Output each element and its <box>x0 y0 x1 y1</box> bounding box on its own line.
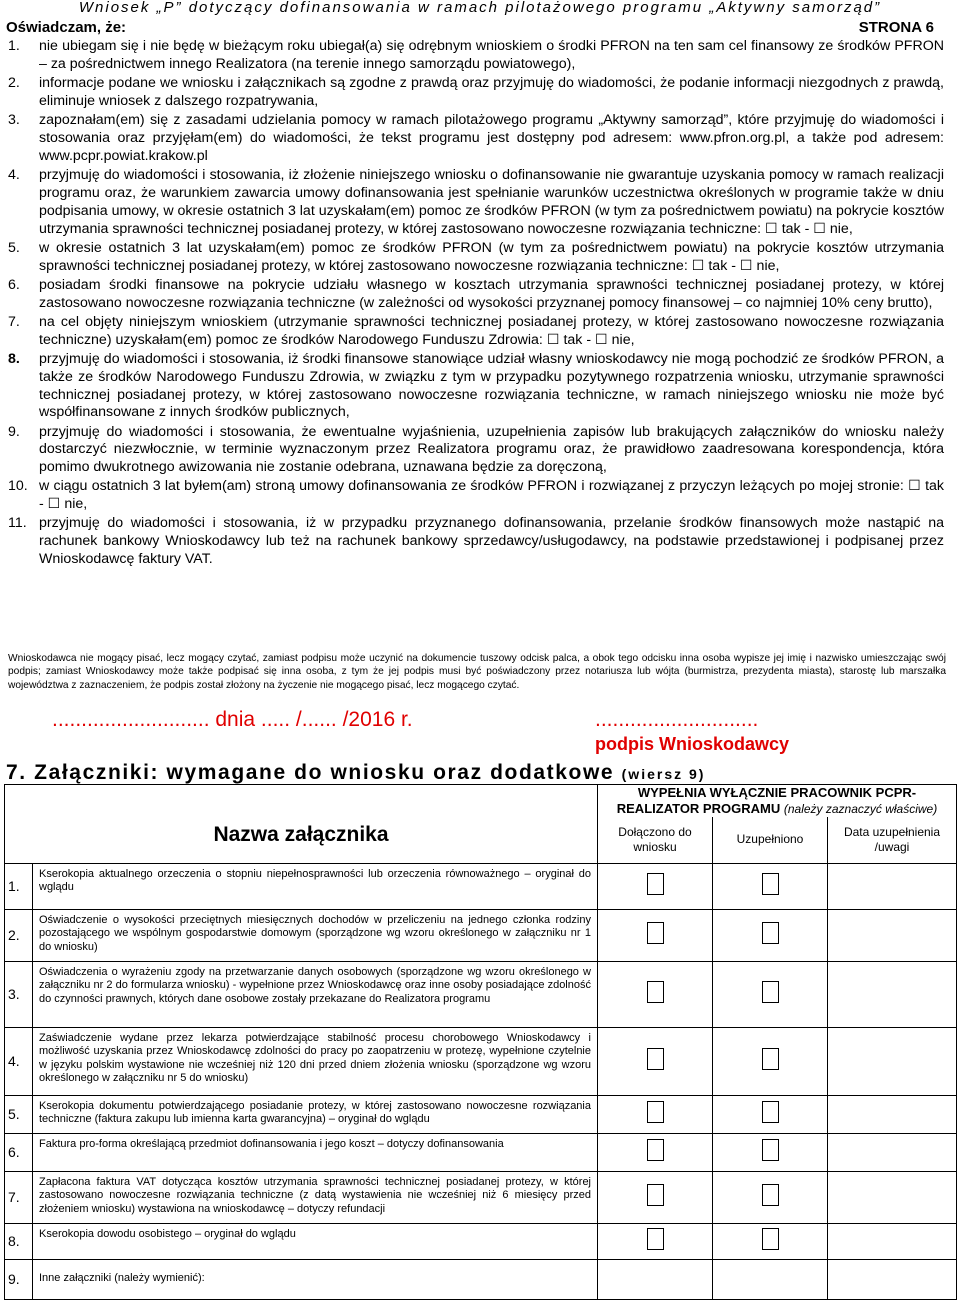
declaration-text: przyjmuję do wiadomości i stosowania, iż złożenie niniejszego wniosku o dofinansowanie nie gwarantuje uzyskania pomocy w ramach realizacji programu oraz, że warunkiem zawarcia umowy dofinansowania jest spełnianie warunków uczestnictwa określonych w programie także w dniu podpisania umowy, w okresie ostatnich 3 lat uzyskałam(em) pomoc ze środków PFRON (w tym za pośrednictwem powiatu) na pokrycie kosztów utrzymania sprawności technicznej posiadanej protezy, w której zastosowano nowoczesne rozwiązania techniczne: ☐ tak - ☐ nie, <box>39 166 944 237</box>
attached-checkbox[interactable] <box>598 1223 713 1259</box>
table-row <box>5 1095 957 1133</box>
declaration-text: przyjmuję do wiadomości i stosowania, iż w przypadku przyznanego dofinansowania, przelanie środków finansowych może nastąpić na rachunek bankowy Wnioskodawcy lub też na rachunek bankowy sprzedawcy/usługodawcy, na podstawie przedstawionej i podpisanej przez Wnioskodawcę faktury VAT. <box>39 515 944 568</box>
declaration-item <box>8 167 944 239</box>
row-number: 2. <box>5 909 33 961</box>
attachment-name-header: Nazwa załącznika <box>5 785 598 864</box>
date-notes-cell[interactable] <box>828 909 957 961</box>
table-row <box>5 1259 957 1299</box>
attachment-description: Oświadczenie o wysokości przeciętnych miesięcznych dochodów w przeliczeniu na jednego członka rodziny pozostającego we wspólnym gospodarstwie domowym (sporządzone wg wzoru określonego w załączniku nr 1 do wniosku) <box>33 909 598 961</box>
row-number: 5. <box>5 1095 33 1133</box>
declaration-number: 3. <box>8 112 20 128</box>
supplemented-checkbox[interactable] <box>713 1171 828 1223</box>
row-number: 1. <box>5 863 33 909</box>
table-row <box>5 1027 957 1095</box>
signature-note: Wnioskodawca nie mogący pisać, lecz mogący czytać, zamiast podpisu może uczynić na dokumencie tuszowy odcisk palca, a obok tego odcisku inna osoba wypisze jej imię i nazwisko umieszczając swój podpis; zamiast Wnioskodawcy może także podpisać się inna osoba, z tym że jej podpis musi być poświadczony przez notariusza lub wójta (burmistrza, prezydenta miasta), starostę lub marszałka województwa z zaznaczeniem, że podpis został złożony na życzenie nie mogącego pisać, lecz mogącego czytać. <box>8 653 946 691</box>
declaration-number: 11. <box>8 515 27 532</box>
declaration-number: 6. <box>8 276 20 293</box>
attached-checkbox[interactable] <box>598 1095 713 1133</box>
attachment-description: Kserokopia aktualnego orzeczenia o stopniu niepełnosprawności lub orzeczenia równoważnego – oryginał do wglądu <box>33 863 598 909</box>
declaration-item <box>8 424 944 478</box>
declaration-number: 10. <box>8 478 28 495</box>
declaration-text: informacje podane we wniosku i załącznikach są zgodne z prawdą oraz przyjmuję do wiadomości, że podanie informacji niezgodnych z prawdą, eliminuje wniosek z dalszego rozpatrywania, <box>39 75 944 109</box>
attachment-description: Oświadczenia o wyrażeniu zgody na przetwarzanie danych osobowych (sporządzone wg wzoru określonego w załączniku nr 2 do formularza wniosku) - wypełnione przez Wnioskodawcę oraz inne osoby posiadające zdolność do czynności prawnych, których dane osobowe zostały przekazane do Realizatora programu <box>33 961 598 1027</box>
date-notes-cell[interactable] <box>828 1259 957 1299</box>
declaration-text: w okresie ostatnich 3 lat uzyskałam(em) pomoc ze środków PFRON (w tym za pośrednictwem powiatu) na pokrycie kosztów utrzymania sprawności technicznej posiadanej protezy, w której zastosowano nowoczesne rozwiązania techniczne: ☐ tak - ☐ nie, <box>39 239 944 274</box>
declaration-text: nie ubiegam się i nie będę w bieżącym roku ubiegał(a) się odrębnym wnioskiem o środki PFRON na ten sam cel finansowy ze środków PFRON – za pośrednictwem innego Realizatora (na terenie innego samorządu powiatowego), <box>39 38 944 72</box>
attached-cell[interactable] <box>598 1259 713 1299</box>
date-notes-cell[interactable] <box>828 1095 957 1133</box>
supplemented-checkbox[interactable] <box>713 961 828 1027</box>
table-row <box>5 1133 957 1171</box>
declaration-text: przyjmuję do wiadomości i stosowania, że ewentualne wyjaśnienia, uzupełnienia zapisów lub brakujących załączników do wniosku należy dostarczyć niezwłocznie, w terminie wyznaczonym przez Realizatora programu oraz, że prawidłowo zaadresowana korespondencja, która pomimo dwukrotnego awizowania nie zostanie odebrana, uznawana będzie za doręczoną, <box>39 423 944 476</box>
table-row <box>5 1171 957 1223</box>
col-supplemented-header: Uzupełniono <box>713 817 828 863</box>
declaration-item <box>8 351 944 423</box>
declaration-number: 5. <box>8 239 20 256</box>
row-number: 4. <box>5 1027 33 1095</box>
date-notes-cell[interactable] <box>828 863 957 909</box>
signature-label: podpis Wnioskodawcy <box>595 734 790 754</box>
supplemented-cell[interactable] <box>713 1259 828 1299</box>
attached-checkbox[interactable] <box>598 1027 713 1095</box>
date-notes-cell[interactable] <box>828 1133 957 1171</box>
table-row <box>5 863 957 909</box>
declaration-item <box>8 478 944 514</box>
row-number: 3. <box>5 961 33 1027</box>
date-notes-cell[interactable] <box>828 961 957 1027</box>
attachment-description: Kserokopia dowodu osobistego – oryginał do wglądu <box>33 1223 598 1259</box>
pcpr-header <box>598 785 957 818</box>
attached-checkbox[interactable] <box>598 961 713 1027</box>
row-number: 9. <box>5 1259 33 1299</box>
attachments-table <box>4 784 957 1300</box>
declaration-item <box>8 75 944 111</box>
declaration-text: na cel objęty niniejszym wnioskiem (utrzymanie sprawności technicznej posiadanej protezy, w której zastosowano nowoczesne rozwiązania techniczne) uzyskałam(em) pomoc ze środków Narodowego Funduszu Zdrowia: ☐ tak - ☐ nie, <box>39 313 944 348</box>
table-row <box>5 1223 957 1259</box>
row-number: 8. <box>5 1223 33 1259</box>
supplemented-checkbox[interactable] <box>713 909 828 961</box>
row-number: 6. <box>5 1133 33 1171</box>
declaration-item <box>8 277 944 313</box>
declaration-text: w ciągu ostatnich 3 lat byłem(am) stroną umowy dofinansowania ze środków PFRON i rozwiązanej z przyczyn leżących po mojej stronie: ☐ tak - ☐ nie, <box>39 478 944 513</box>
declaration-item <box>8 515 944 569</box>
table-row <box>5 909 957 961</box>
declaration-number: 2. <box>8 75 20 91</box>
attachment-description: Zaświadczenie wydane przez lekarza potwierdzające stabilność procesu chorobowego Wnioskodawcy i możliwość uzyskania przez Wnioskodawcę zdolności do pracy po zaopatrzeniu w protezę, wypełnione czytelnie w języku polskim wystawione nie wcześniej niż 120 dni przed dniem złożenia wniosku (sporządzone wg wzoru określonego w załączniku nr 5 do wniosku) <box>33 1027 598 1095</box>
attachment-description: Inne załączniki (należy wymienić): <box>33 1259 598 1299</box>
attached-checkbox[interactable] <box>598 1171 713 1223</box>
attachment-description: Kserokopia dokumentu potwierdzającego posiadanie protezy, w której zastosowano nowoczesne rozwiązania techniczne (faktura zakupu lub imienna karta gwarancyjna) – oryginał do wglądu <box>33 1095 598 1133</box>
section-title-text: 7. Załączniki: wymagane do wniosku oraz dodatkowe <box>6 761 615 784</box>
table-row <box>5 961 957 1027</box>
supplemented-checkbox[interactable] <box>713 863 828 909</box>
declaration-heading: Oświadczam, że: <box>6 19 127 36</box>
declaration-text: zapoznałam(em) się z zasadami udzielania pomocy w ramach pilotażowego programu „Aktywny samorząd”, które przyjmuję do wiadomości i stosowania oraz przyjęłam(em) do wiadomości, że tekst programu jest dostępny pod adresem: www.pfron.org.pl, a także pod adresem: www.pcpr.powiat.krakow.pl <box>39 112 944 164</box>
declaration-item <box>8 240 944 276</box>
declaration-item <box>8 38 944 74</box>
section-title <box>6 761 705 785</box>
supplemented-checkbox[interactable] <box>713 1133 828 1171</box>
declaration-text: posiadam środki finansowe na pokrycie udziału własnego w kosztach utrzymania sprawności technicznej posiadanej protezy, w której zastosowano nowoczesne rozwiązania techniczne (w zależności od wysokości przyznanej pomocy finansowej – co najmniej 10% ceny brutto), <box>39 276 944 311</box>
signature-line: ............................ <box>595 708 759 731</box>
pcpr-header-hint: (należy zaznaczyć właściwe) <box>783 802 938 816</box>
col-date-header: Data uzupełnienia /uwagi <box>828 817 957 863</box>
declaration-number: 4. <box>8 166 20 183</box>
pcpr-header-text: WYPEŁNIA WYŁĄCZNIE PRACOWNIK PCPR-REALIZATOR PROGRAMU <box>616 785 917 816</box>
declaration-item <box>8 314 944 350</box>
col-attached-header: Dołączono do wniosku <box>598 817 713 863</box>
section-subtitle: (wiersz 9) <box>621 766 706 782</box>
declaration-number: 1. <box>8 38 20 54</box>
declaration-text: przyjmuję do wiadomości i stosowania, iż środki finansowe stanowiące udział własny wnioskodawcy nie mogą pochodzić ze środków PFRON, a także ze środków Narodowego Funduszu Zdrowia, w związku z tym w przypadku pozytywnego rozpatrzenia wniosku, utrzymanie sprawności technicznej posiadanej protezy, w której zastosowano nowoczesne rozwiązania techniczne, w ramach niniejszego wniosku nie może być współfinansowane z innych środków publicznych, <box>39 350 944 421</box>
date-notes-cell[interactable] <box>828 1223 957 1259</box>
declaration-number: 8. <box>8 350 20 367</box>
attached-checkbox[interactable] <box>598 863 713 909</box>
row-number: 7. <box>5 1171 33 1223</box>
date-notes-cell[interactable] <box>828 1027 957 1095</box>
attachment-description: Faktura pro-forma określającą przedmiot dofinansowania i jego koszt – dotyczy dofinansowania <box>33 1133 598 1171</box>
date-notes-cell[interactable] <box>828 1171 957 1223</box>
signature-date: ........................... dnia ..... /...... /2016 r. <box>52 708 413 731</box>
supplemented-checkbox[interactable] <box>713 1095 828 1133</box>
document-header-title: Wniosek „P” dotyczący dofinansowania w ramach pilotażowego programu „Aktywny samorząd” <box>78 0 882 16</box>
supplemented-checkbox[interactable] <box>713 1223 828 1259</box>
supplemented-checkbox[interactable] <box>713 1027 828 1095</box>
declaration-item <box>8 112 944 166</box>
declarations-list <box>8 38 944 570</box>
attachment-description: Zapłacona faktura VAT dotycząca kosztów utrzymania sprawności technicznej posiadanej protezy, w której zastosowano nowoczesne rozwiązania techniczne (z datą wystawienia nie wcześniej niż 6 miesięcy przed złożeniem wniosku) wystawiona na wnioskodawcę – dotyczy refundacji <box>33 1171 598 1223</box>
declaration-number: 9. <box>8 423 20 440</box>
attached-checkbox[interactable] <box>598 909 713 961</box>
attached-checkbox[interactable] <box>598 1133 713 1171</box>
page-number: STRONA 6 <box>858 19 934 36</box>
declaration-number: 7. <box>8 313 20 330</box>
